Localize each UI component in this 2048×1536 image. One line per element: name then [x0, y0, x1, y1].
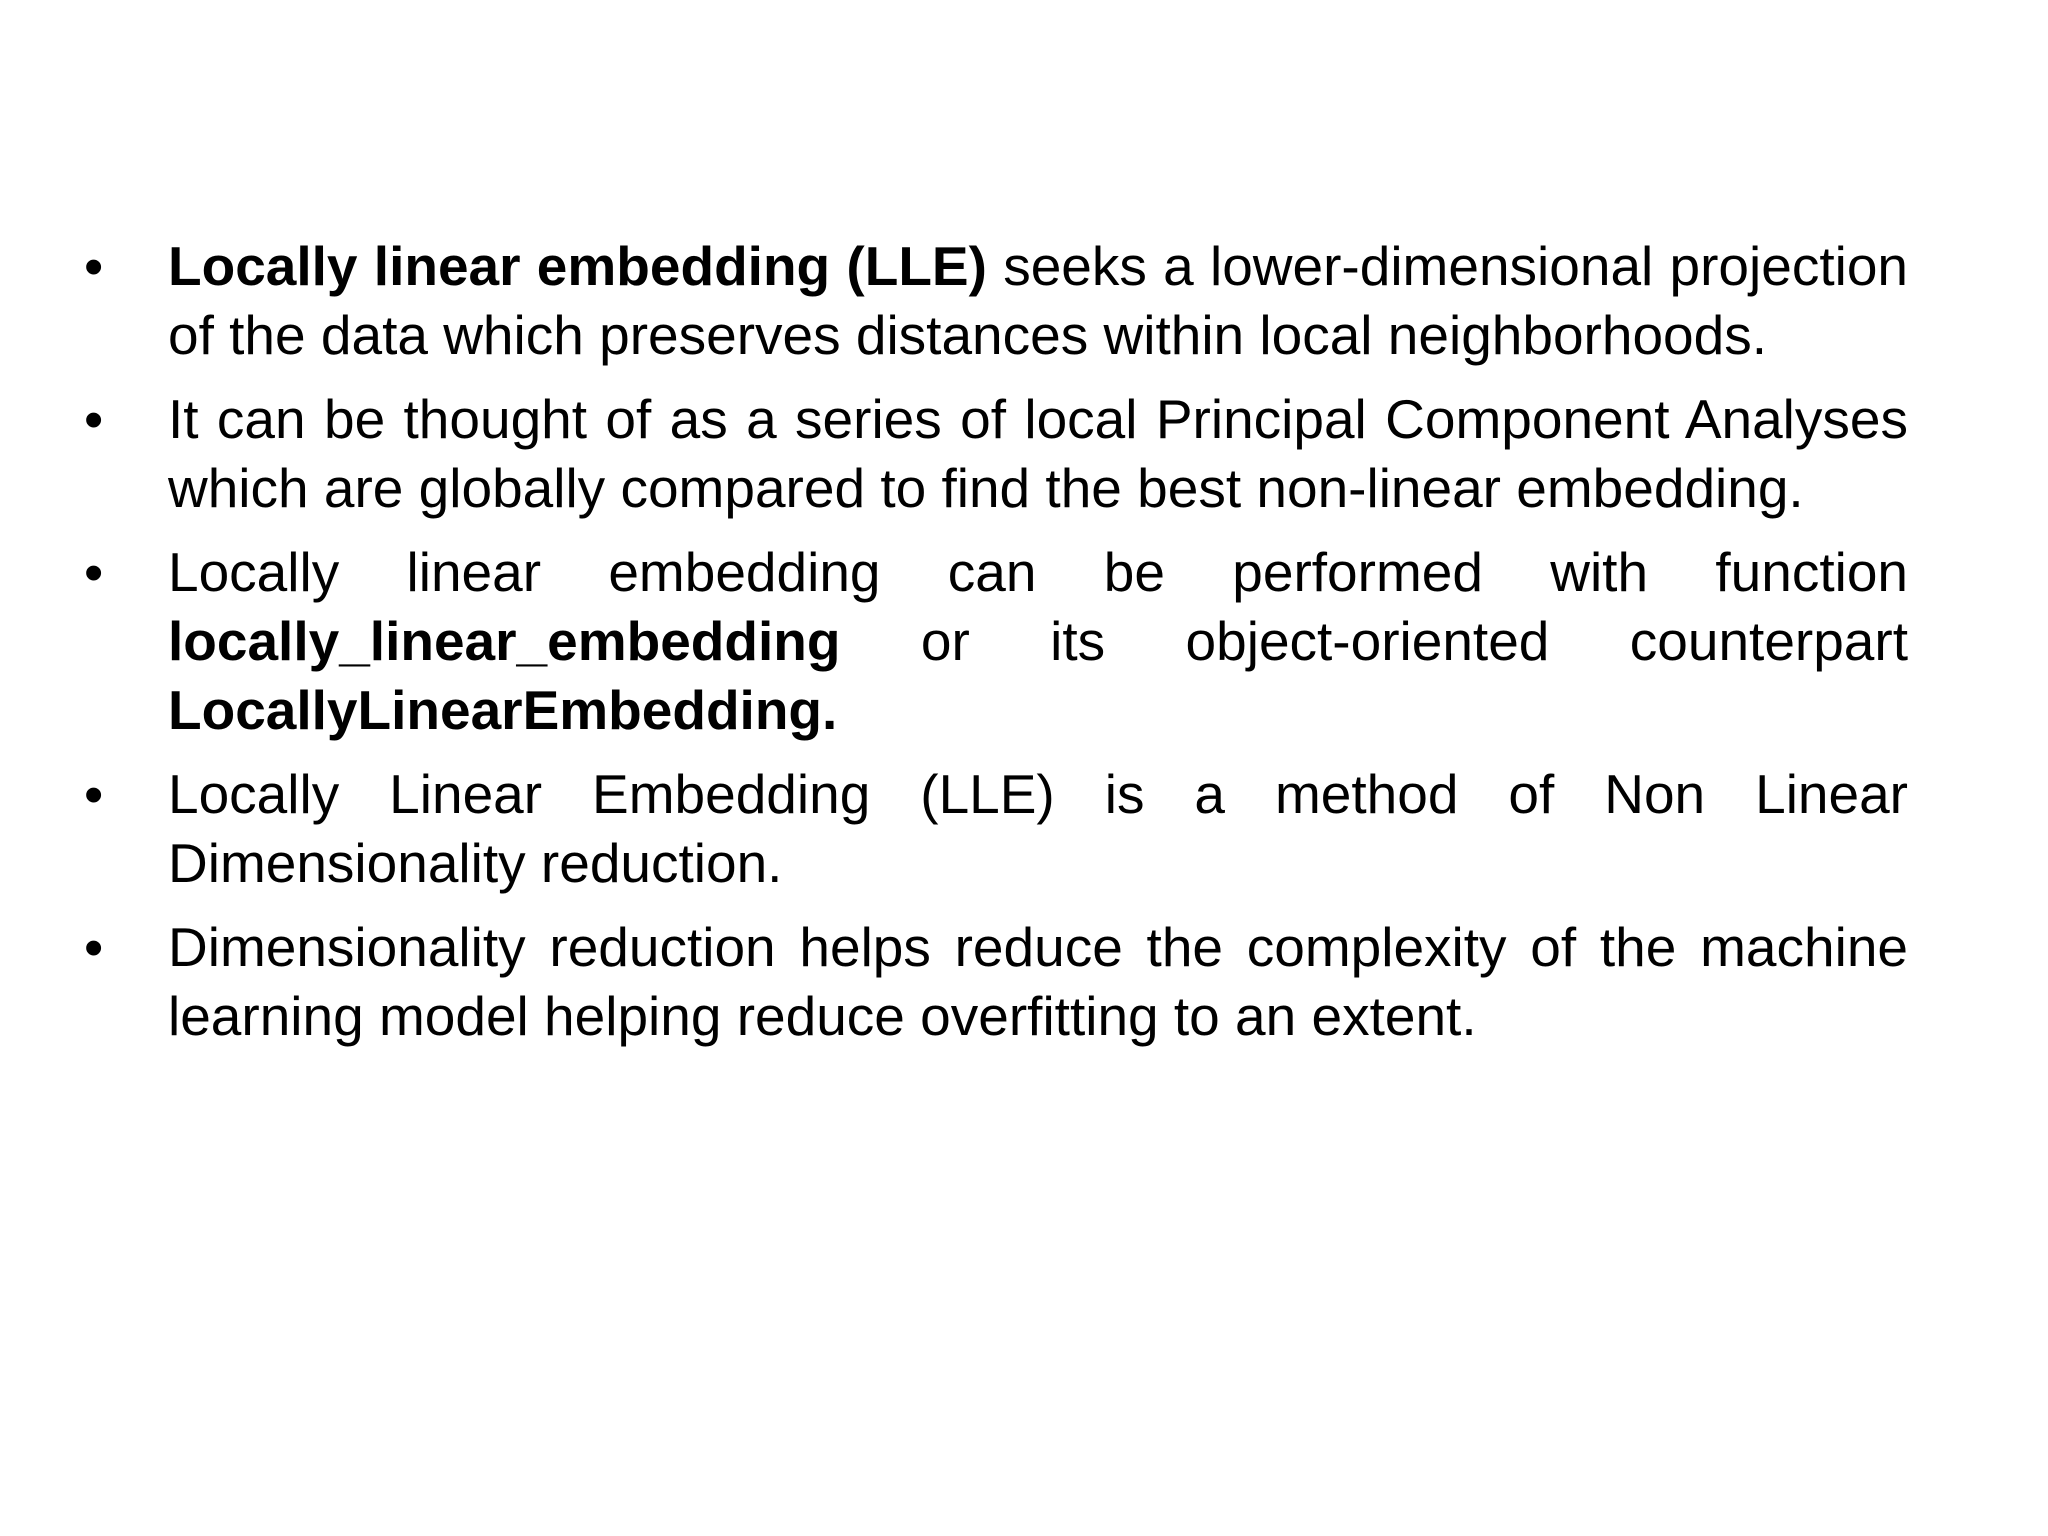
bullet-text [168, 763, 1908, 894]
bullet-text [168, 235, 1908, 366]
bullet-dot-icon: • [84, 388, 104, 450]
bullet-item [84, 385, 1908, 523]
bullet-bold-term: Locally linear embedding (LLE) [168, 235, 987, 297]
bullet-segment: or its object-oriented counterpart [840, 610, 1908, 672]
bullet-dot-icon: • [84, 763, 104, 825]
bullet-text [168, 388, 1908, 519]
bullet-bold-term: locally_linear_embedding [168, 610, 841, 672]
bullet-segment: It can be thought of as a series of local Principal Component Analyses which are globally compared to find the best non-linear embedding. [168, 388, 1908, 519]
bullet-item [84, 232, 1908, 370]
bullet-segment: Dimensionality reduction helps reduce the complexity of the machine learning model helping reduce overfitting to an extent. [168, 916, 1908, 1047]
bullet-text [168, 541, 1908, 741]
bullet-segment: seeks a lower-dimensional projection of the data which preserves distances within local neighborhoods. [168, 235, 1908, 366]
bullet-segment: Locally Linear Embedding (LLE) is a method of Non Linear Dimensionality reduction. [168, 763, 1908, 894]
bullet-dot-icon: • [84, 235, 104, 297]
bullet-item [84, 538, 1908, 745]
bullet-text [168, 916, 1908, 1047]
bullet-list [84, 232, 1908, 1066]
bullet-bold-term: LocallyLinearEmbedding. [168, 679, 838, 741]
bullet-segment: Locally linear embedding can be performed with function [168, 541, 1908, 603]
bullet-item [84, 913, 1908, 1051]
bullet-item [84, 760, 1908, 898]
bullet-dot-icon: • [84, 916, 104, 978]
bullet-dot-icon: • [84, 541, 104, 603]
